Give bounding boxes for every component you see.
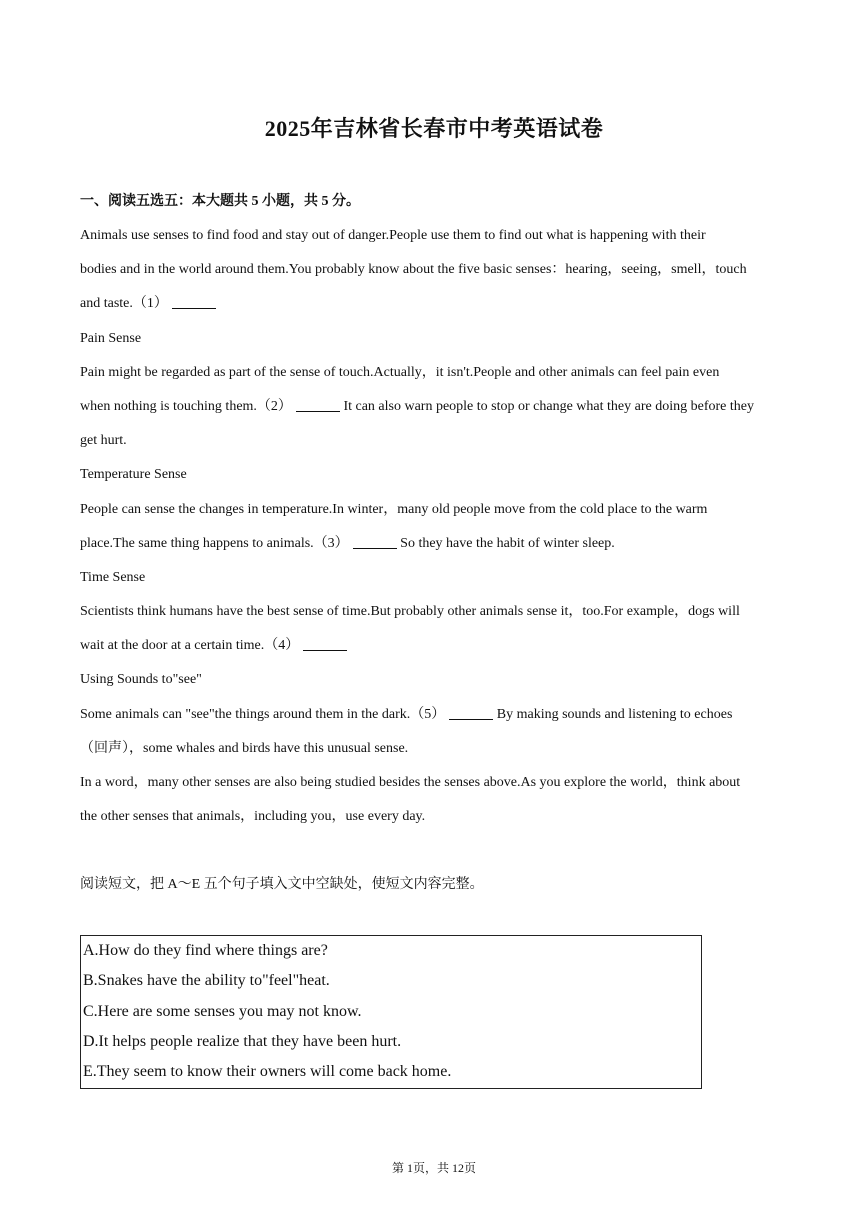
passage-text: wait at the door at a certain time.（4） [80,638,300,654]
options-box [80,935,702,1089]
passage-line: Pain might be regarded as part of the sense of touch.Actually，it isn't.People and other animals can feel pain even [80,364,720,380]
passage-line: Animals use senses to find food and stay out of danger.People use them to find out what is happening with their [80,228,706,243]
subheading-using-sounds: Using Sounds to"see" [80,672,202,688]
page-title: 2025年吉林省长春市中考英语试卷 [264,116,604,141]
passage-text: and taste.（1） [80,296,168,312]
passage-text: when nothing is touching them.（2） [80,398,292,414]
passage-text: By making sounds and listening to echoes [496,706,733,722]
passage-line: People can sense the changes in temperature.In winter，many old people move from the cold place to the warm [80,501,708,517]
reading-passage [80,222,792,837]
passage-line: bodies and in the world around them.You probably know about the five basic senses：hearing，seeing，smell，touch [80,262,747,278]
passage-text: place.The same thing happens to animals.（3） [80,535,349,551]
passage-line: （回声），some whales and birds have this unusual sense. [80,740,409,756]
option-c: C.Here are some senses you may not know. [83,1002,362,1020]
passage-line: get hurt. [80,433,127,449]
answer-blank-2 [296,397,340,412]
passage-line [80,701,792,735]
subheading-pain-sense: Pain Sense [80,330,142,346]
subheading-temperature-sense: Temperature Sense [80,467,187,483]
answer-blank-1 [172,294,216,309]
passage-text: So they have the habit of winter sleep. [400,535,615,551]
passage-line [80,393,792,427]
answer-blank-3 [353,534,397,549]
option-d: D.It helps people realize that they have been hurt. [83,1032,402,1050]
passage-line: the other senses that animals，including you，use every day. [80,809,426,825]
page-footer: 第 1页，共 12页 [391,1161,476,1175]
section-heading: 一、阅读五选五：本大题共 5 小题，共 5 分。 [80,194,360,209]
passage-line [80,632,792,666]
passage-text: Some animals can "see"the things around them in the dark.（5） [80,706,446,722]
passage-line [80,290,792,324]
option-a: A.How do they find where things are? [83,942,328,959]
subheading-time-sense: Time Sense [80,569,146,585]
passage-text: It can also warn people to stop or change what they are doing before they [343,398,754,414]
answer-blank-5 [449,705,493,720]
answer-blank-4 [303,636,347,651]
passage-line: In a word，many other senses are also being studied besides the senses above.As you explore the world，think about [80,775,741,790]
option-e: E.They seem to know their owners will come back home. [83,1063,452,1081]
instruction-text: 阅读短文，把 A～E 五个句子填入文中空缺处，使短文内容完整。 [80,877,484,892]
passage-line: Scientists think humans have the best sense of time.But probably other animals sense it，too.For example，dogs will [80,604,740,620]
option-b: B.Snakes have the ability to"feel"heat. [83,972,330,990]
passage-line [80,530,792,564]
